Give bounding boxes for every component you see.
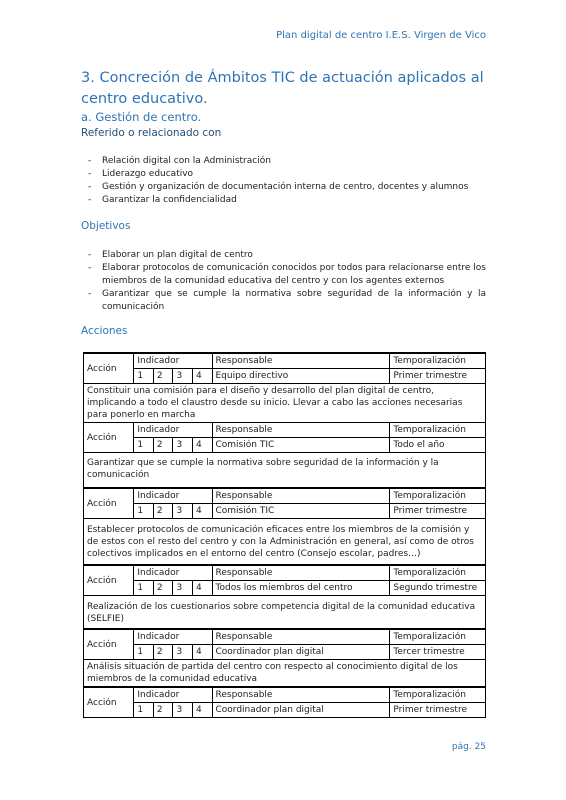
accion-descripcion: Análisis situación de partida del centro con respecto al conocimiento digital de los miembros de la comunidad educativa [84,660,486,688]
responsable-value: Equipo directivo [212,369,390,384]
accion-descripcion: Constituir una comisión para el diseño y desarrollo del plan digital de centro, implicando a todo el claustro desde su inicio. Llevar a cabo las acciones necesarias para ponerlo en marcha [84,384,486,423]
referido-list [88,155,486,207]
list-item: - Gestión y organización de documentación interna de centro, docentes y alumnos [88,181,486,194]
indicador-4: 4 [192,645,212,660]
list-item: - Elaborar un plan digital de centro [88,249,486,262]
accion-label: Acción [84,353,134,384]
referido-heading: Referido o relacionado con [81,127,222,139]
table-row [84,369,486,384]
list-item: - Liderazgo educativo [88,168,486,181]
responsable-label: Responsable [212,687,390,703]
responsable-value: Comisión TIC [212,504,390,519]
indicador-4: 4 [192,581,212,596]
acciones-table [83,352,486,718]
indicador-3: 3 [173,581,193,596]
list-item: - Relación digital con la Administración [88,155,486,168]
table-row [84,353,486,369]
indicador-1: 1 [134,581,154,596]
responsable-label: Responsable [212,565,390,581]
temporalizacion-value: Todo el año [390,438,486,453]
indicador-label: Indicador [134,353,212,369]
indicador-3: 3 [173,703,193,718]
indicador-1: 1 [134,645,154,660]
indicador-1: 1 [134,504,154,519]
section-title: 3. Concreción de Ámbitos TIC de actuación aplicados al centro educativo. [81,70,484,107]
responsable-value: Todos los miembros del centro [212,581,390,596]
indicador-3: 3 [173,369,193,384]
table-row [84,629,486,645]
list-item: - Elaborar protocolos de comunicación conocidos por todos para relacionarse entre los miembros de la comunidad educativa del centro y con los agentes externos [88,262,486,288]
temporalizacion-value: Primer trimestre [390,369,486,384]
list-item: - Garantizar la confidencialidad [88,194,486,207]
accion-descripcion: Realización de los cuestionarios sobre competencia digital de la comunidad educativa (SELFIE) [84,596,486,630]
table-row [84,438,486,453]
indicador-2: 2 [153,581,173,596]
accion-descripcion: Establecer protocolos de comunicación eficaces entre los miembros de la comisión y de estos con el resto del centro y con la Administración en general, así como de otros colectivos implicados en el entorno del centro (Consejo escolar, padres…) [84,519,486,566]
indicador-label: Indicador [134,629,212,645]
responsable-label: Responsable [212,423,390,438]
table-row [84,660,486,688]
accion-label: Acción [84,423,134,453]
indicador-2: 2 [153,703,173,718]
accion-label: Acción [84,565,134,596]
table-row [84,488,486,504]
responsable-label: Responsable [212,353,390,369]
indicador-2: 2 [153,645,173,660]
temporalizacion-value: Segundo trimestre [390,581,486,596]
indicador-4: 4 [192,703,212,718]
temporalizacion-value: Primer trimestre [390,504,486,519]
responsable-value: Comisión TIC [212,438,390,453]
table-row [84,645,486,660]
table-row [84,581,486,596]
indicador-1: 1 [134,703,154,718]
indicador-4: 4 [192,504,212,519]
indicador-2: 2 [153,504,173,519]
objetivos-heading: Objetivos [81,220,131,232]
accion-descripcion: Garantizar que se cumple la normativa sobre seguridad de la información y la comunicación [84,453,486,489]
table-row [84,565,486,581]
indicador-label: Indicador [134,687,212,703]
responsable-value: Coordinador plan digital [212,703,390,718]
indicador-1: 1 [134,438,154,453]
list-item: - Garantizar que se cumple la normativa sobre seguridad de la información y la comunicación [88,288,486,314]
responsable-label: Responsable [212,629,390,645]
table-row [84,519,486,566]
table-row [84,687,486,703]
temporalizacion-value: Tercer trimestre [390,645,486,660]
indicador-3: 3 [173,438,193,453]
page-number: pág. 25 [451,742,486,752]
temporalizacion-label: Temporalización [390,629,486,645]
indicador-label: Indicador [134,565,212,581]
responsable-label: Responsable [212,488,390,504]
indicador-2: 2 [153,369,173,384]
indicador-3: 3 [173,645,193,660]
table-row [84,453,486,489]
table-row [84,703,486,718]
temporalizacion-label: Temporalización [390,353,486,369]
table-row [84,504,486,519]
accion-label: Acción [84,629,134,660]
indicador-2: 2 [153,438,173,453]
temporalizacion-value: Primer trimestre [390,703,486,718]
indicador-label: Indicador [134,488,212,504]
page-header: Plan digital de centro I.E.S. Virgen de Vico [276,30,486,41]
temporalizacion-label: Temporalización [390,423,486,438]
table-row [84,423,486,438]
indicador-4: 4 [192,438,212,453]
accion-label: Acción [84,687,134,718]
acciones-heading: Acciones [81,325,128,337]
objetivos-list [88,249,486,314]
temporalizacion-label: Temporalización [390,565,486,581]
indicador-label: Indicador [134,423,212,438]
indicador-4: 4 [192,369,212,384]
temporalizacion-label: Temporalización [390,687,486,703]
accion-label: Acción [84,488,134,519]
indicador-1: 1 [134,369,154,384]
responsable-value: Coordinador plan digital [212,645,390,660]
table-row [84,384,486,423]
subsection-title: a. Gestión de centro. [81,110,202,124]
table-row [84,596,486,630]
indicador-3: 3 [173,504,193,519]
temporalizacion-label: Temporalización [390,488,486,504]
